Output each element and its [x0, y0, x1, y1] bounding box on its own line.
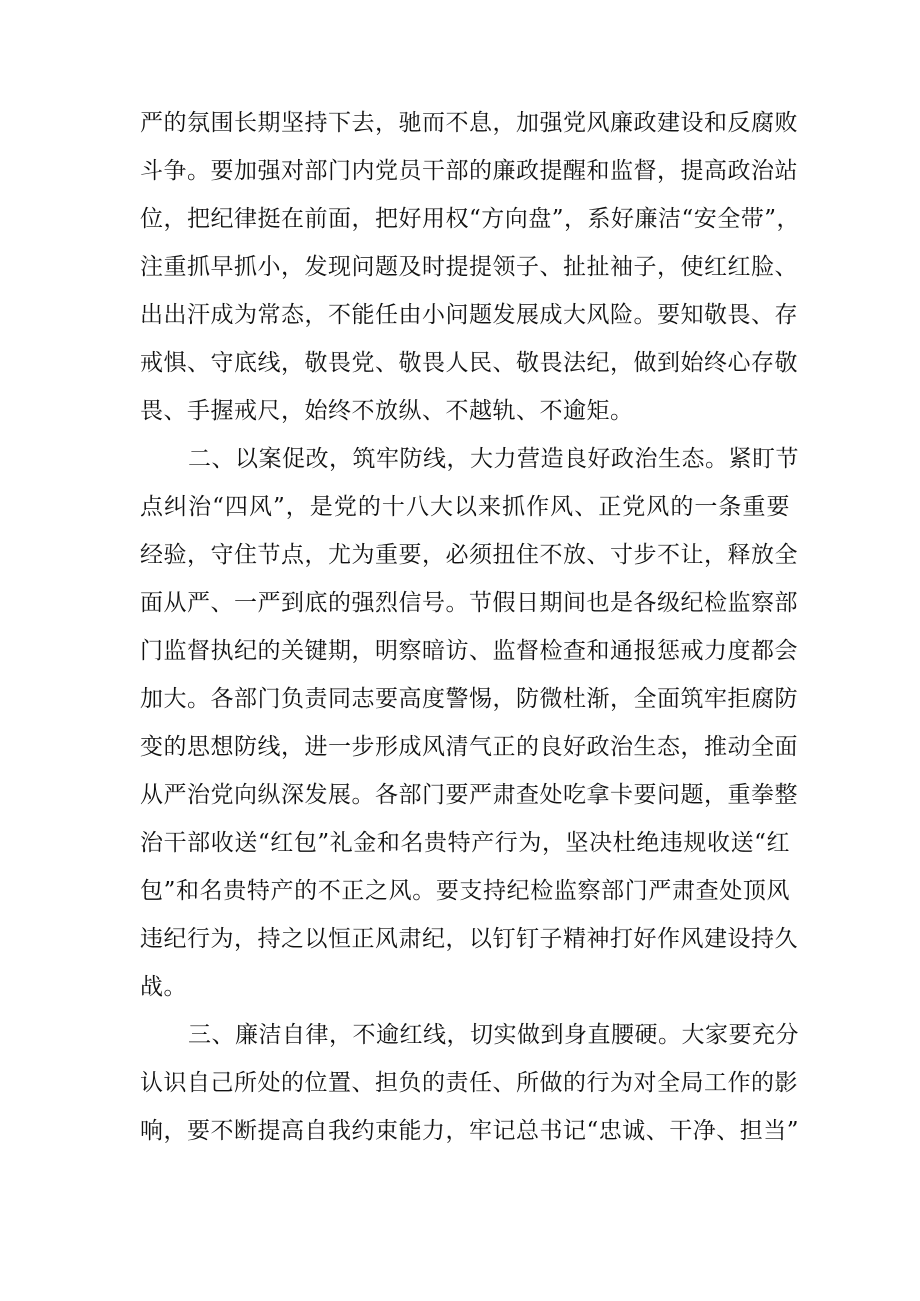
text-line: 治干部收送“红包”礼金和名贵特产行为，坚决杜绝违规收送“红 [140, 830, 790, 856]
text-line: 变的思想防线，进一步形成风清气正的良好政治生态，推动全面 [140, 734, 798, 760]
text-line: 注重抓早抓小，发现问题及时提提领子、扯扯袖子，使红红脸、 [140, 254, 798, 280]
text-line: 斗争。要加强对部门内党员干部的廉政提醒和监督，提高政治站 [140, 158, 798, 184]
text-line: 出出汗成为常态，不能任由小问题发展成大风险。要知敬畏、存 [140, 302, 798, 328]
text-line: 畏、手握戒尺，始终不放纵、不越轨、不逾矩。 [140, 398, 634, 424]
paragraph-1 [140, 99, 801, 435]
text-line: 三、廉洁自律，不逾红线，切实做到身直腰硬。大家要充分 [188, 1022, 799, 1048]
text-line: 认识自己所处的位置、担负的责任、所做的行为对全局工作的影 [140, 1070, 798, 1096]
text-line: 违纪行为，持之以恒正风肃纪，以钉钉子精神打好作风建设持久 [140, 926, 798, 952]
paragraph-3 [140, 1011, 800, 1155]
text-line: 从严治党向纵深发展。各部门要严肃查处吃拿卡要问题，重拳整 [140, 782, 798, 808]
document-body [140, 99, 801, 1155]
text-line: 战。 [140, 974, 187, 1000]
text-line: 响，要不断提高自我约束能力，牢记总书记“忠诚、干净、担当” [140, 1118, 800, 1144]
text-line: 戒惧、守底线，敬畏党、敬畏人民、敬畏法纪，做到始终心存敬 [140, 350, 798, 376]
text-line: 经验，守住节点，尤为重要，必须扭住不放、寸步不让，释放全 [140, 542, 798, 568]
text-line: 位，把纪律挺在前面，把好用权“方向盘”，系好廉洁“安全带”， [140, 206, 801, 232]
text-line: 门监督执纪的关键期，明察暗访、监督检查和通报惩戒力度都会 [140, 638, 798, 664]
text-line: 面从严、一严到底的强烈信号。节假日期间也是各级纪检监察部 [140, 590, 798, 616]
text-line: 点纠治“四风”，是党的十八大以来抓作风、正党风的一条重要 [140, 494, 790, 520]
text-line: 二、以案促改，筑牢防线，大力营造良好政治生态。紧盯节 [188, 446, 799, 472]
text-line: 包”和名贵特产的不正之风。要支持纪检监察部门严肃查处顶风 [140, 878, 790, 904]
text-line: 加大。各部门负责同志要高度警惕，防微杜渐，全面筑牢拒腐防 [140, 686, 798, 712]
paragraph-2 [140, 435, 799, 1011]
text-line: 严的氛围长期坚持下去，驰而不息，加强党风廉政建设和反腐败 [140, 110, 798, 136]
